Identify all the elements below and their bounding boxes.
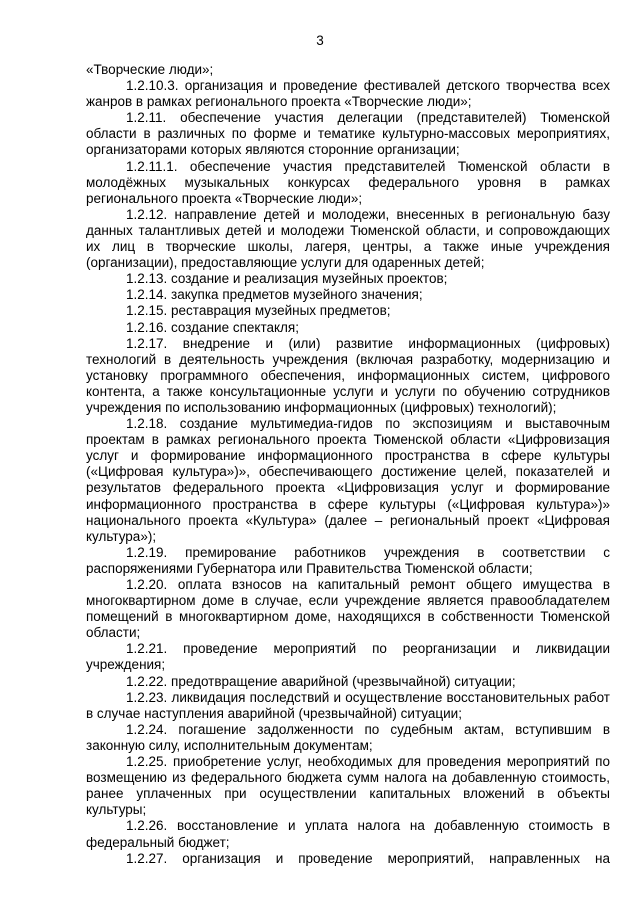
paragraph: 1.2.11. обеспечение участия делегации (представителей) Тюменской области в различных по форме и тематике культурно-массовых мероприятиях, организаторами которых являются сторонние организации; [86, 110, 610, 158]
paragraph: 1.2.11.1. обеспечение участия представителей Тюменской области в молодёжных музыкальных конкурсах федерального уровня в рамках регионального проекта «Творческие люди»; [86, 158, 610, 206]
document-body [86, 62, 610, 867]
paragraph: 1.2.15. реставрация музейных предметов; [126, 303, 391, 319]
page-number: 3 [316, 33, 324, 48]
paragraph: 1.2.17. внедрение и (или) развитие информационных (цифровых) технологий в деятельность учреждения (включая разработку, модернизацию и установку программного обеспечения, информационных систем, цифрового контента, а также консультационные услуги и услуги по обучению сотрудников учреждения по использованию информационных (цифровых) технологий); [86, 335, 610, 415]
paragraph: 1.2.19. премирование работников учреждения в соответствии с распоряжениями Губернатора или Правительства Тюменской области; [86, 544, 610, 576]
paragraph: 1.2.16. создание спектакля; [126, 319, 299, 335]
paragraph: 1.2.23. ликвидация последствий и осуществление восстановительных работ в случае наступления аварийной (чрезвычайной) ситуации; [86, 689, 610, 721]
paragraph: 1.2.10.3. организация и проведение фестивалей детского творчества всех жанров в рамках регионального проекта «Творческие люди»; [86, 78, 610, 110]
paragraph: 1.2.12. направление детей и молодежи, внесенных в региональную базу данных талантливых детей и молодежи Тюменской области, и сопровождающих их лиц в творческие школы, лагеря, центры, а также иные учреждения (организации), предоставляющие услуги для одаренных детей; [86, 206, 610, 271]
paragraph: 1.2.21. проведение мероприятий по реорганизации и ликвидации учреждения; [86, 641, 610, 673]
paragraph: 1.2.13. создание и реализация музейных проектов; [126, 271, 448, 287]
paragraph: 1.2.22. предотвращение аварийной (чрезвычайной) ситуации; [126, 673, 516, 689]
paragraph: 1.2.27. организация и проведение мероприятий, направленных на [126, 850, 610, 866]
paragraph: 1.2.24. погашение задолженности по судебным актам, вступившим в законную силу, исполнительным документам; [86, 721, 610, 753]
paragraph: 1.2.25. приобретение услуг, необходимых для проведения мероприятий по возмещению из федерального бюджета сумм налога на добавленную стоимость, ранее уплаченных при осуществлении капитальных вложений в объекты культуры; [86, 754, 610, 818]
paragraph: 1.2.18. создание мультимедиа-гидов по экспозициям и выставочным проектам в рамках регионального проекта Тюменской области «Цифровизация услуг и формирование информационного пространства в сфере культуры («Цифровая культура»)», обеспечивающего достижение целей, показателей и результатов федерального проекта «Цифровизация услуг и формирование информационного пространства в сфере культуры («Цифровая культура»)» национального проекта «Культура» (далее – региональный проект «Цифровая культура»); [86, 416, 610, 544]
paragraph: 1.2.20. оплата взносов на капитальный ремонт общего имущества в многоквартирном доме в случае, если учреждение является правообладателем помещений в многоквартирном доме, находящихся в собственности Тюменской области; [86, 577, 610, 641]
paragraph: «Творческие люди»; [86, 62, 214, 77]
paragraph: 1.2.26. восстановление и уплата налога на добавленную стоимость в федеральный бюджет; [86, 818, 610, 850]
paragraph: 1.2.14. закупка предметов музейного значения; [126, 287, 423, 303]
